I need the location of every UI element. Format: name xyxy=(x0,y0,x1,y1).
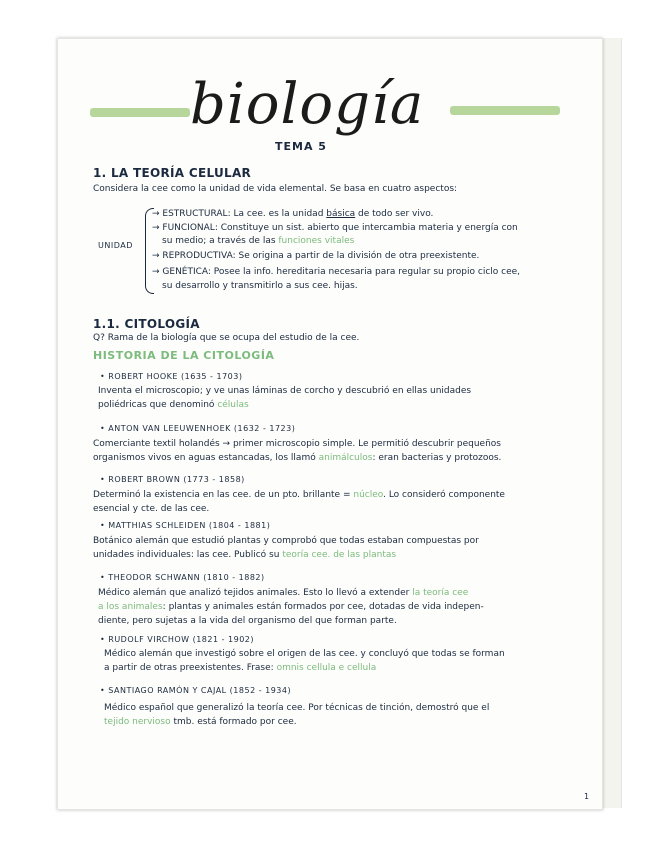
person-name: • ROBERT HOOKE (1635 - 1703) xyxy=(100,372,243,381)
unidad-label: UNIDAD xyxy=(98,241,133,250)
person-text-line: Médico alemán que investigó sobre el origen de las cee. y concluyó que todas se forman xyxy=(104,649,505,659)
person-name: • MATTHIAS SCHLEIDEN (1804 - 1881) xyxy=(100,521,271,530)
aspect-reproductiva: → REPRODUCTIVA: Se origina a partir de la división de otra preexistente. xyxy=(152,251,480,261)
person-text-line: tejido nervioso tmb. está formado por cee. xyxy=(104,717,297,727)
person-text-line: Médico alemán que analizó tejidos animales. Esto lo llevó a extender la teoría cee xyxy=(98,588,469,598)
person-text-line: Comerciante textil holandés → primer microscopio simple. Le permitió descubrir pequeños xyxy=(93,439,501,449)
person-name: • ROBERT BROWN (1773 - 1858) xyxy=(100,475,245,484)
citologia-definition: Q? Rama de la biología que se ocupa del estudio de la cee. xyxy=(93,333,360,343)
person-text-line: poliédricas que denominó células xyxy=(98,400,249,410)
aspect-funcional-cont: su medio; a través de las funciones vitales xyxy=(162,236,355,246)
history-heading: HISTORIA DE LA CITOLOGÍA xyxy=(93,349,275,362)
person-text-line: Médico español que generalizó la teoría cee. Por técnicas de tinción, demostró que el xyxy=(104,703,490,713)
person-text-line: esencial y cte. de las cee. xyxy=(93,504,210,514)
person-text-line: unidades individuales: las cee. Publicó su teoría cee. de las plantas xyxy=(93,550,397,560)
person-text-line: Botánico alemán que estudió plantas y comprobó que todas estaban compuestas por xyxy=(93,536,479,546)
aspect-genetica-cont: su desarrollo y transmitirlo a sus cee. hijas. xyxy=(162,281,358,291)
aspect-estructural: → ESTRUCTURAL: La cee. es la unidad básica de todo ser vivo. xyxy=(152,209,434,219)
person-text-line: a los animales: plantas y animales están formados por cee, dotadas de vida indepen- xyxy=(98,602,484,612)
page-title: biología xyxy=(190,72,425,137)
person-text-line: Determinó la existencia en las cee. de un pto. brillante = núcleo. Lo consideró componente xyxy=(93,490,505,500)
title-highlight-right xyxy=(450,106,560,115)
person-text-line: a partir de otras preexistentes. Frase: omnis cellula e cellula xyxy=(104,663,377,673)
page-subtitle: TEMA 5 xyxy=(275,140,327,153)
person-name: • SANTIAGO RAMÓN Y CAJAL (1852 - 1934) xyxy=(100,686,292,695)
aspect-funcional: → FUNCIONAL: Constituye un sist. abierto que intercambia materia y energía con xyxy=(152,223,518,233)
person-name: • ANTON VAN LEEUWENHOEK (1632 - 1723) xyxy=(100,424,296,433)
section-intro: Considera la cee como la unidad de vida elemental. Se basa en cuatro aspectos: xyxy=(93,184,458,194)
person-text-line: diente, pero sujetas a la vida del organismo del que forman parte. xyxy=(98,616,397,626)
section-heading-teoria-celular: 1. LA TEORÍA CELULAR xyxy=(93,166,252,180)
person-text-line: Inventa el microscopio; y ve unas láminas de corcho y descubrió en ellas unidades xyxy=(98,386,472,396)
title-highlight-left xyxy=(90,108,190,117)
person-name: • THEODOR SCHWANN (1810 - 1882) xyxy=(100,573,265,582)
next-page-edge xyxy=(601,38,622,808)
page-number: 1 xyxy=(584,792,590,801)
aspect-genetica: → GENÉTICA: Posee la info. hereditaria necesaria para regular su propio ciclo cee, xyxy=(152,267,521,277)
person-name: • RUDOLF VIRCHOW (1821 - 1902) xyxy=(100,635,255,644)
person-text-line: organismos vivos en aguas estancadas, los llamó animálculos: eran bacterias y protozoos. xyxy=(93,453,502,463)
section-heading-citologia: 1.1. CITOLOGÍA xyxy=(93,317,200,331)
